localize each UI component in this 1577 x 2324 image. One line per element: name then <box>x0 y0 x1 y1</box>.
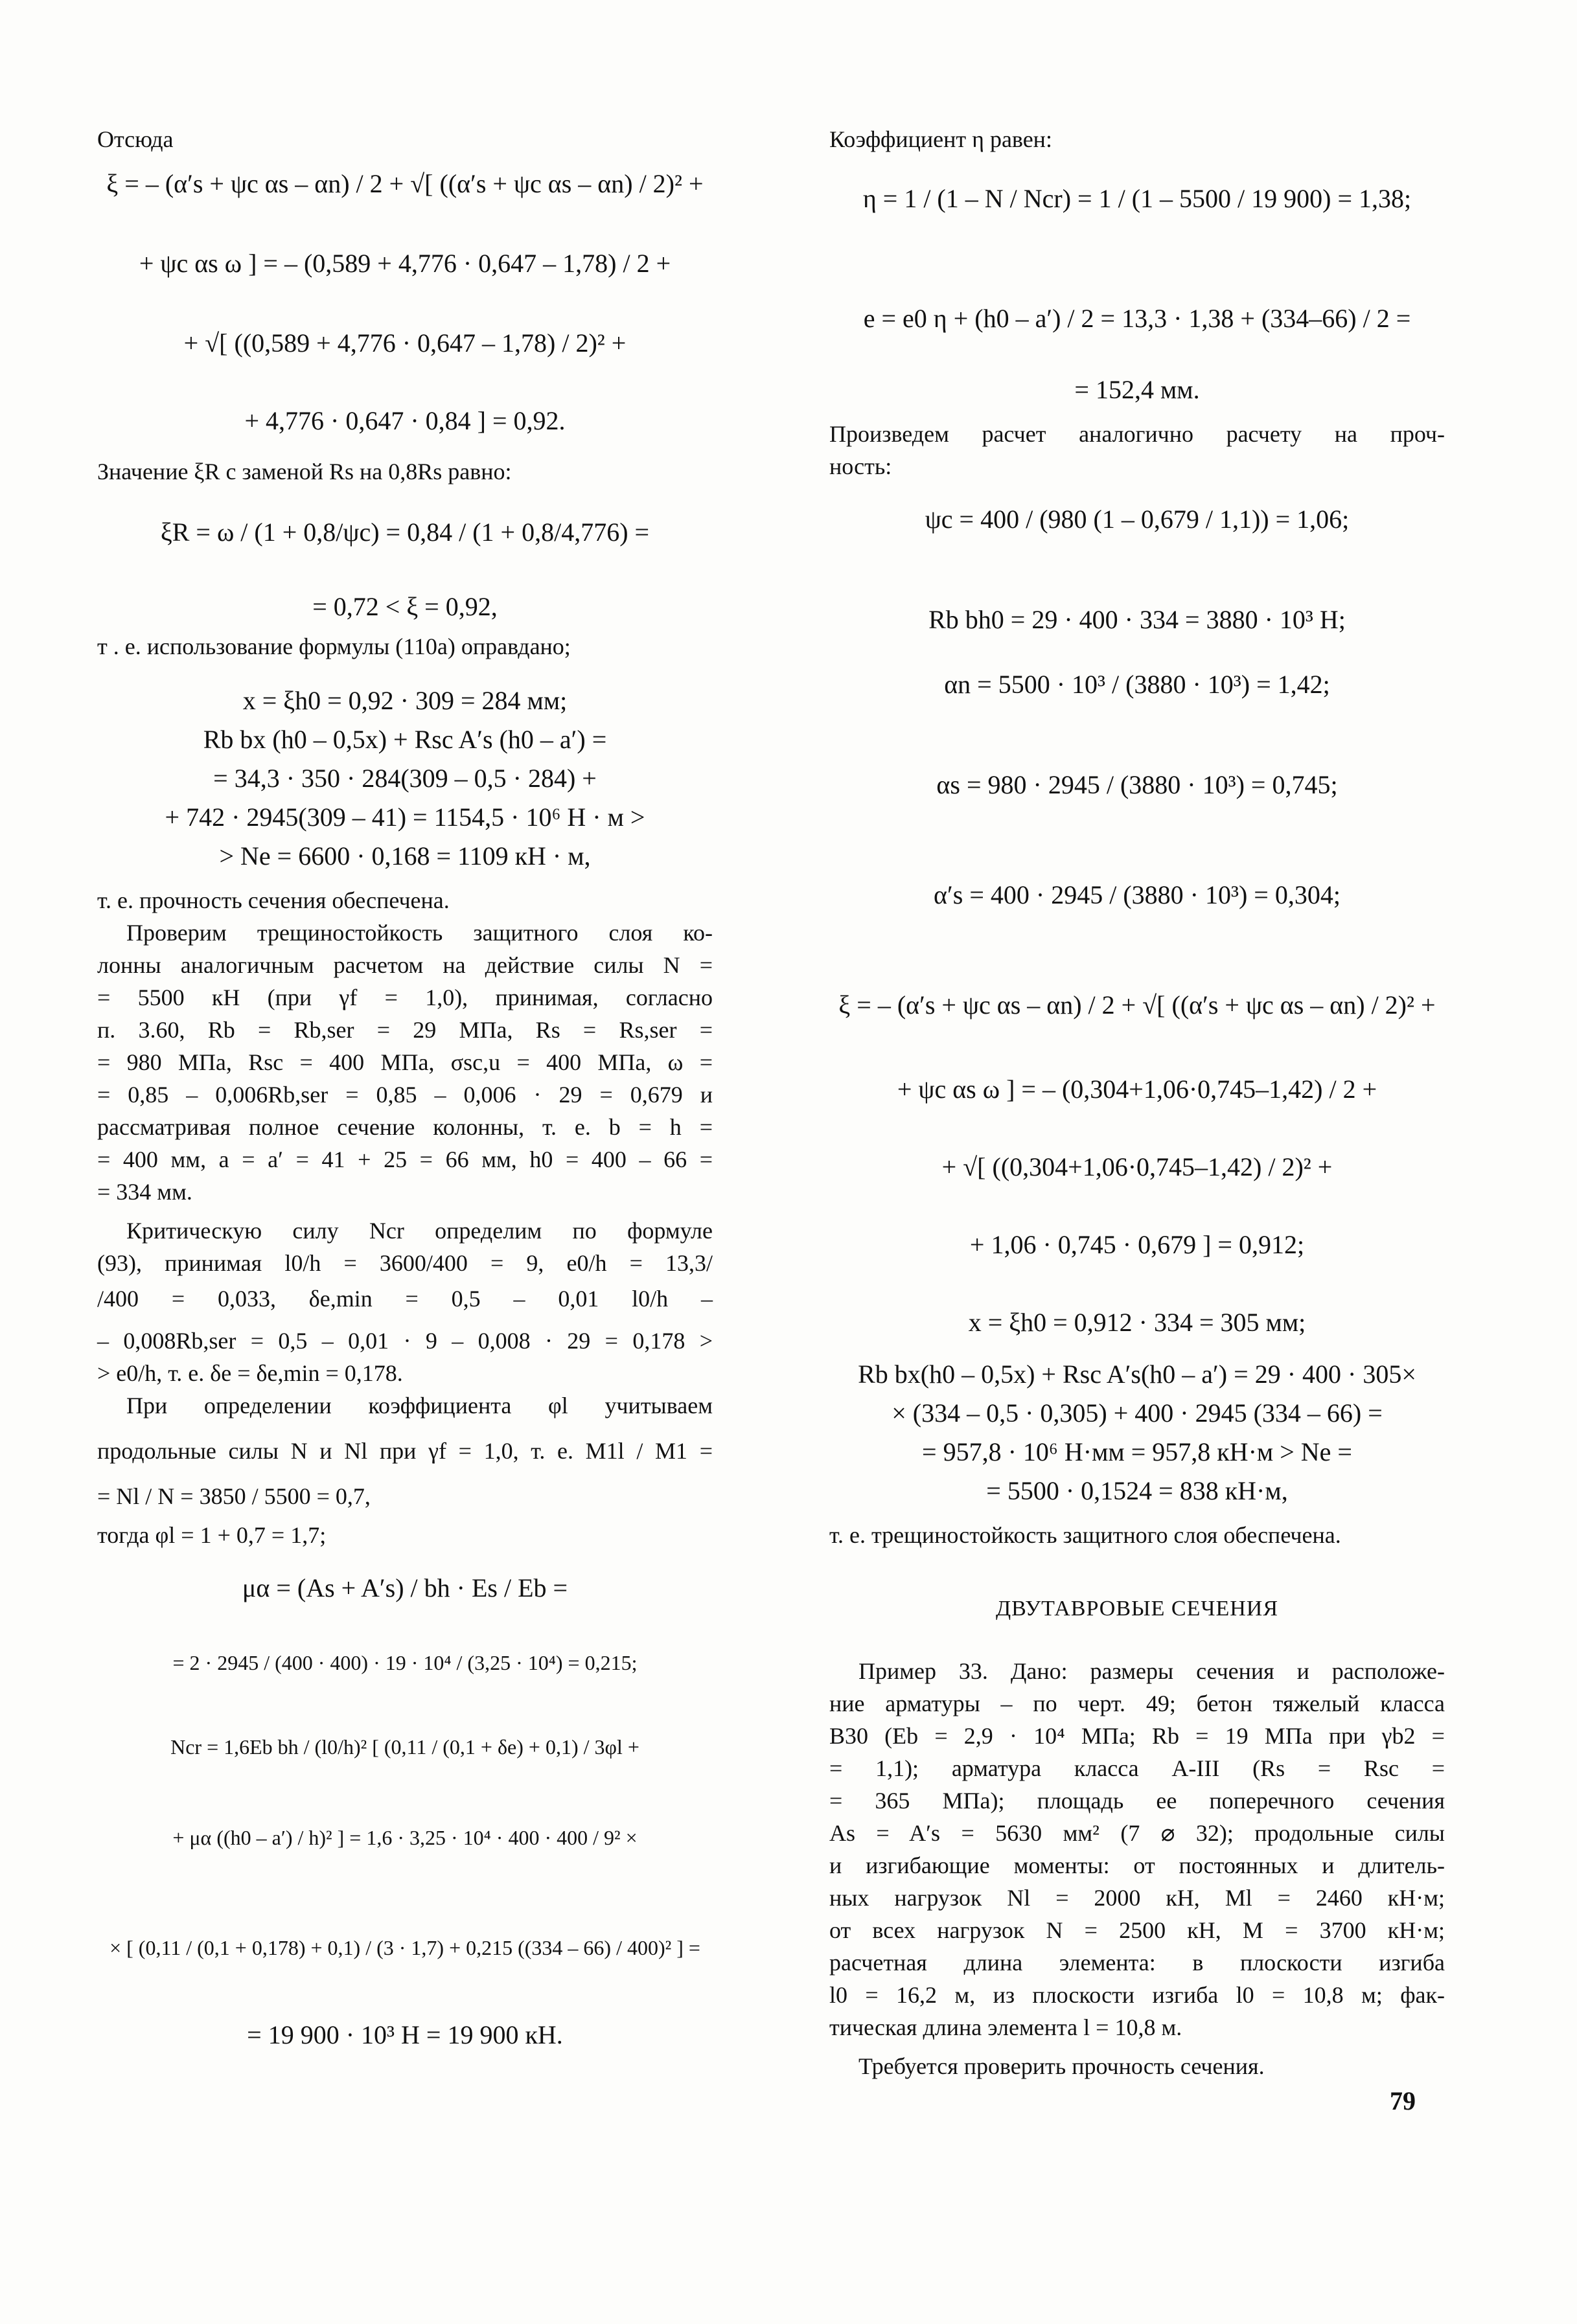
formula-line: = 5500 · 0,1524 = 838 кН·м, <box>986 1476 1288 1505</box>
formula-line: αn = 5500 · 10³ / (3880 · 10³) = 1,42; <box>944 670 1330 699</box>
formula-line: = 957,8 · 10⁶ Н·мм = 957,8 кН·м > Ne = <box>922 1437 1352 1466</box>
formula-line: αs = 980 · 2945 / (3880 · 10³) = 0,745; <box>936 770 1338 799</box>
text-line: расчетная длина элемента: в плоскости изгиба <box>829 1950 1445 1976</box>
formula-line: Ncr = 1,6Eb bh / (l0/h)² [ (0,11 / (0,1 + δe) + 0,1) / 3φl + <box>170 1735 639 1759</box>
formula-line: Rb bh0 = 29 · 400 · 334 = 3880 · 10³ Н; <box>928 605 1346 634</box>
text-line: = Nl / N = 3850 / 5500 = 0,7, <box>97 1483 371 1509</box>
formula-line: μα = (As + A′s) / bh · Es / Eb = <box>242 1573 568 1602</box>
text-line: = 5500 кН (при γf = 1,0), принимая, согласно <box>97 985 713 1010</box>
formula-line: = 152,4 мм. <box>1074 375 1200 404</box>
text-line: ние арматуры – по черт. 49; бетон тяжелый класса <box>829 1691 1445 1716</box>
text-line: от всех нагрузок N = 2500 кН, M = 3700 кН·м; <box>829 1917 1445 1943</box>
formula-line: = 0,72 < ξ = 0,92, <box>312 592 498 621</box>
formula-line: Rb bx(h0 – 0,5x) + Rsc A′s(h0 – a′) = 29 · 400 · 305× <box>858 1360 1416 1389</box>
text-line: As = A′s = 5630 мм² (7 ⌀ 32); продольные силы <box>829 1820 1445 1846</box>
formula-line: x = ξh0 = 0,912 · 334 = 305 мм; <box>968 1308 1306 1337</box>
text-line: Требуется проверить прочность сечения. <box>858 2053 1265 2079</box>
text-line: п. 3.60, Rb = Rb,ser = 29 МПа, Rs = Rs,ser = <box>97 1017 713 1043</box>
text-line: /400 = 0,033, δe,min = 0,5 – 0,01 l0/h – <box>97 1286 713 1312</box>
text-line: т. е. прочность сечения обеспечена. <box>97 887 450 913</box>
left-column <box>97 0 713 2324</box>
text-line: тическая длина элемента l = 10,8 м. <box>829 2014 1182 2040</box>
text-line: рассматривая полное сечение колонны, т. е. b = h = <box>97 1114 713 1140</box>
text-line: При определении коэффициента φl учитываем <box>126 1393 713 1418</box>
text-line: Критическую силу Ncr определим по формуле <box>126 1218 713 1244</box>
text-line: Пример 33. Дано: размеры сечения и расположе- <box>858 1658 1445 1684</box>
formula-line: + ψc αs ω ] = – (0,589 + 4,776 · 0,647 – 1,78) / 2 + <box>139 249 671 278</box>
formula-line: + 1,06 · 0,745 · 0,679 ] = 0,912; <box>969 1230 1305 1259</box>
text-line: Отсюда <box>97 126 174 152</box>
formula-line: ψc = 400 / (980 (1 – 0,679 / 1,1)) = 1,06; <box>925 505 1350 534</box>
text-line: = 365 МПа); площадь ее поперечного сечения <box>829 1788 1445 1814</box>
text-line: = 0,85 – 0,006Rb,ser = 0,85 – 0,006 · 29 = 0,679 и <box>97 1082 713 1108</box>
formula-line: + 4,776 · 0,647 · 0,84 ] = 0,92. <box>244 406 566 435</box>
text-line: ность: <box>829 453 892 479</box>
formula-line: + √[ ((0,304+1,06·0,745–1,42) / 2)² + <box>941 1152 1333 1181</box>
formula-line: × [ (0,11 / (0,1 + 0,178) + 0,1) / (3 · 1,7) + 0,215 ((334 – 66) / 400)² ] = <box>109 1936 700 1959</box>
formula-line: ξ = – (α′s + ψc αs – αn) / 2 + √[ ((α′s + ψc αs – αn) / 2)² + <box>106 169 704 198</box>
formula-line: + 742 · 2945(309 – 41) = 1154,5 · 10⁶ Н · м > <box>165 803 645 832</box>
page-number: 79 <box>1390 2086 1416 2115</box>
formula-line: e = e0 η + (h0 – a′) / 2 = 13,3 · 1,38 + (334–66) / 2 = <box>863 304 1411 333</box>
text-line: Коэффициент η равен: <box>829 126 1052 152</box>
text-line: = 1,1); арматура класса А-III (Rs = Rsc = <box>829 1755 1445 1781</box>
text-line: т. е. трещиностойкость защитного слоя обеспечена. <box>829 1522 1341 1548</box>
section-heading: ДВУТАВРОВЫЕ СЕЧЕНИЯ <box>995 1597 1279 1621</box>
text-line: ных нагрузок Nl = 2000 кН, Ml = 2460 кН·м; <box>829 1885 1445 1911</box>
formula-line: + μα ((h0 – a′) / h)² ] = 1,6 · 3,25 · 10⁴ · 400 · 400 / 9² × <box>172 1826 638 1849</box>
text-line: Проверим трещиностойкость защитного слоя ко- <box>126 920 713 946</box>
text-line: > e0/h, т. е. δe = δe,min = 0,178. <box>97 1360 403 1386</box>
formula-line: ξ = – (α′s + ψc αs – αn) / 2 + √[ ((α′s + ψc αs – αn) / 2)² + <box>838 990 1436 1020</box>
formula-line: α′s = 400 · 2945 / (3880 · 10³) = 0,304; <box>934 880 1341 909</box>
text-line: Значение ξR с заменой Rs на 0,8Rs равно: <box>97 459 512 484</box>
text-line: (93), принимая l0/h = 3600/400 = 9, e0/h = 13,3/ <box>97 1250 713 1276</box>
text-line: продольные силы N и Nl при γf = 1,0, т. е. M1l / M1 = <box>97 1438 713 1464</box>
right-column <box>829 0 1445 2324</box>
text-line: В30 (Eb = 2,9 · 10⁴ МПа; Rb = 19 МПа при γb2 = <box>829 1723 1445 1749</box>
formula-line: Rb bx (h0 – 0,5x) + Rsc A′s (h0 – a′) = <box>203 725 607 754</box>
formula-line: > Ne = 6600 · 0,168 = 1109 кН · м, <box>219 841 591 871</box>
formula-line: η = 1 / (1 – N / Ncr) = 1 / (1 – 5500 / 19 900) = 1,38; <box>862 184 1412 213</box>
text-line: – 0,008Rb,ser = 0,5 – 0,01 · 9 – 0,008 · 29 = 0,178 > <box>97 1328 713 1354</box>
text-line: тогда φl = 1 + 0,7 = 1,7; <box>97 1522 327 1548</box>
text-line: Произведем расчет аналогично расчету на проч- <box>829 421 1445 447</box>
formula-line: = 2 · 2945 / (400 · 400) · 19 · 10⁴ / (3,25 · 10⁴) = 0,215; <box>172 1651 638 1674</box>
formula-line: ξR = ω / (1 + 0,8/ψc) = 0,84 / (1 + 0,8/4,776) = <box>160 518 650 547</box>
formula-line: + ψc αs ω ] = – (0,304+1,06·0,745–1,42) / 2 + <box>897 1075 1377 1104</box>
text-line: т . е. использование формулы (110а) оправдано; <box>97 633 571 659</box>
formula-line: = 19 900 · 10³ Н = 19 900 кН. <box>247 2020 563 2049</box>
formula-line: × (334 – 0,5 · 0,305) + 400 · 2945 (334 – 66) = <box>892 1398 1383 1428</box>
text-line: = 334 мм. <box>97 1179 192 1205</box>
text-line: и изгибающие моменты: от постоянных и длитель- <box>829 1852 1445 1878</box>
formula-line: x = ξh0 = 0,92 · 309 = 284 мм; <box>242 686 568 715</box>
text-line: l0 = 16,2 м, из плоскости изгиба l0 = 10,8 м; фак- <box>829 1982 1445 2008</box>
text-line: = 400 мм, a = a′ = 41 + 25 = 66 мм, h0 = 400 – 66 = <box>97 1146 713 1172</box>
formula-line: + √[ ((0,589 + 4,776 · 0,647 – 1,78) / 2)² + <box>183 328 627 358</box>
text-line: лонны аналогичным расчетом на действие силы N = <box>97 952 713 978</box>
formula-line: = 34,3 · 350 · 284(309 – 0,5 · 284) + <box>213 764 597 793</box>
text-line: = 980 МПа, Rsc = 400 МПа, σsc,u = 400 МПа, ω = <box>97 1049 713 1075</box>
